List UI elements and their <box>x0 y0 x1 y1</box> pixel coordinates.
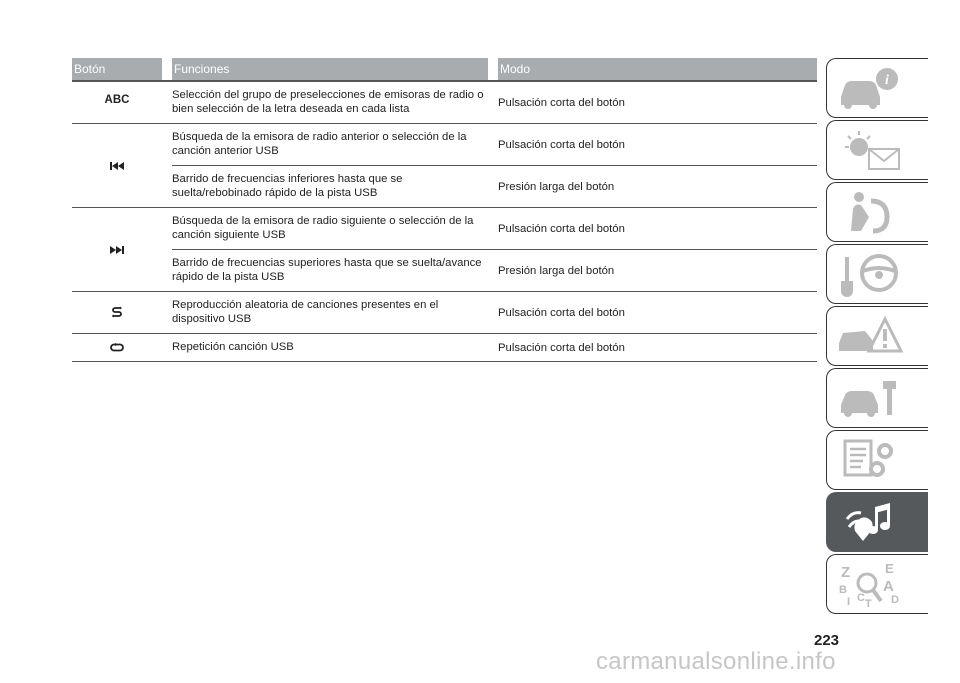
header-funciones: Funciones <box>172 58 488 80</box>
abc-button-label: ABC <box>104 94 130 106</box>
table-row-group <box>72 334 817 362</box>
table-header <box>72 58 817 80</box>
table-row <box>172 249 817 291</box>
next-track-icon <box>72 208 162 291</box>
tab-multimedia[interactable] <box>826 492 928 552</box>
header-modo: Modo <box>498 58 817 80</box>
tab-technical-data[interactable] <box>826 430 928 490</box>
svg-text:D: D <box>891 594 899 606</box>
mode-text: Presión larga del botón <box>498 264 615 277</box>
tab-safety[interactable] <box>826 182 928 242</box>
svg-text:i: i <box>885 73 889 88</box>
table-row-group <box>72 124 817 208</box>
key-steering-wheel-icon <box>835 249 905 299</box>
svg-text:I: I <box>847 596 851 608</box>
mode-text: Pulsación corta del botón <box>498 138 625 151</box>
function-text: Barrido de frecuencias superiores hasta que se suelta/avance rápido de la pista USB <box>172 257 482 283</box>
multimedia-icon <box>835 497 905 547</box>
svg-text:Z: Z <box>841 564 851 581</box>
table-row-group <box>72 208 817 292</box>
controls-table <box>72 58 817 362</box>
car-info-icon <box>835 63 905 113</box>
table-row <box>172 165 817 207</box>
emergency-car-icon <box>835 311 905 361</box>
table-row-group <box>72 292 817 334</box>
previous-track-icon <box>72 124 162 207</box>
svg-text:A: A <box>883 578 894 595</box>
index-alphabet-icon <box>835 559 905 609</box>
table-row <box>172 82 817 123</box>
function-text: Búsqueda de la emisora de radio anterior o selección de la canción anterior USB <box>172 131 467 157</box>
function-text: Barrido de frecuencias inferiores hasta que se suelta/rebobinado rápido de la pista USB <box>172 173 403 199</box>
svg-text:C: C <box>857 592 865 604</box>
tab-emergency[interactable] <box>826 306 928 366</box>
watermark: carmanualsonline.info <box>596 648 836 675</box>
repeat-icon <box>72 334 162 361</box>
svg-text:E: E <box>885 561 894 576</box>
tab-warning-lights[interactable] <box>826 120 928 180</box>
function-text: Reproducción aleatoria de canciones presentes en el dispositivo USB <box>172 299 439 325</box>
shuffle-icon <box>72 292 162 333</box>
tab-maintenance[interactable] <box>826 368 928 428</box>
table-row <box>172 124 817 165</box>
table-row <box>172 292 817 333</box>
function-text: Selección del grupo de preselecciones de emisoras de radio o bien selección de la letra deseada en cada lista <box>172 89 484 115</box>
table-row <box>172 208 817 249</box>
mode-text: Pulsación corta del botón <box>498 306 625 319</box>
header-boton: Botón <box>72 58 162 80</box>
table-row-group <box>72 82 817 124</box>
tab-starting-driving[interactable] <box>826 244 928 304</box>
technical-data-icon <box>835 435 905 485</box>
warning-light-message-icon <box>835 125 905 175</box>
page-number: 223 <box>814 632 840 649</box>
svg-text:T: T <box>865 598 872 609</box>
tab-index[interactable] <box>826 554 928 614</box>
svg-text:B: B <box>839 584 847 596</box>
mode-text: Pulsación corta del botón <box>498 222 625 235</box>
table-row <box>172 334 817 361</box>
tab-car-info[interactable] <box>826 58 928 118</box>
car-maintenance-icon <box>835 373 905 423</box>
function-text: Búsqueda de la emisora de radio siguiente o selección de la canción siguiente USB <box>172 215 474 241</box>
mode-text: Pulsación corta del botón <box>498 341 625 354</box>
mode-text: Presión larga del botón <box>498 180 615 193</box>
mode-text: Pulsación corta del botón <box>498 96 625 109</box>
function-text: Repetición canción USB <box>172 340 294 353</box>
airbag-seat-icon <box>835 187 905 237</box>
